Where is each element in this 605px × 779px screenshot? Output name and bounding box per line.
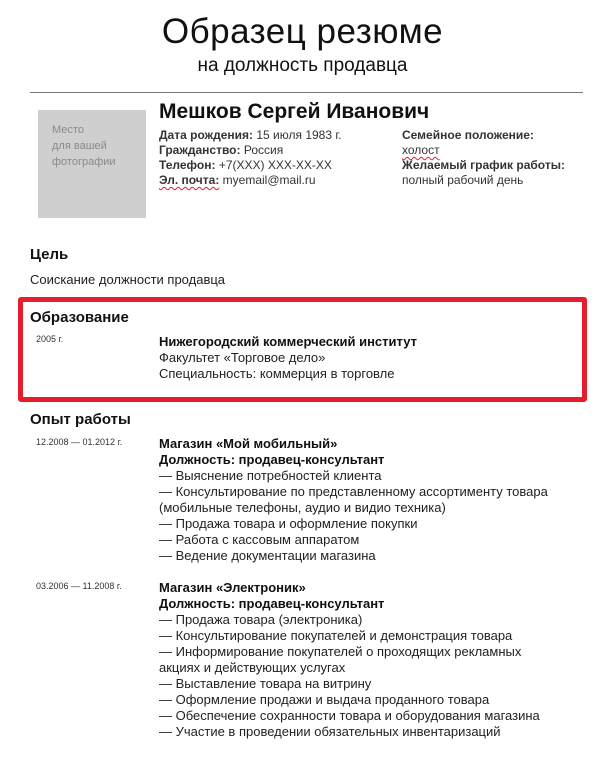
schedule-label: Желаемый график работы:	[402, 158, 565, 172]
schedule-value: полный рабочий день	[402, 173, 524, 187]
email-value: myemail@mail.ru	[222, 173, 316, 187]
job-duty: — Консультирование по представленному ассортименту товара	[159, 484, 548, 499]
job-duty: — Выяснение потребностей клиента	[159, 468, 382, 483]
job-period: 03.2006 — 11.2008 г.	[36, 581, 122, 591]
email-label: Эл. почта:	[159, 173, 220, 187]
family-value: холост	[402, 143, 440, 157]
goal-text: Соискание должности продавца	[30, 272, 226, 287]
experience-heading: Опыт работы	[30, 411, 131, 428]
job-period: 12.2008 — 01.2012 г.	[36, 437, 123, 447]
job-duty: — Работа с кассовым аппаратом	[159, 532, 360, 547]
education-details	[159, 334, 417, 382]
job-duty: — Обеспечение сохранности товара и оборудования магазина	[159, 708, 540, 723]
job-duty: — Оформление продажи и выдача проданного товара	[159, 692, 490, 707]
job-duty: — Консультирование покупателей и демонстрация товара	[159, 628, 513, 643]
job-duty: (мобильные телефоны, аудио и видио техника)	[159, 500, 446, 515]
education-heading: Образование	[30, 309, 129, 326]
job-duty: — Продажа товара и оформление покупки	[159, 516, 418, 531]
job-position: Должность: продавец-консультант	[159, 596, 385, 611]
family-label: Семейное положение:	[402, 128, 534, 142]
job-company: Магазин «Электроник»	[159, 580, 306, 595]
phone-label: Телефон:	[159, 158, 216, 172]
education-year: 2005 г.	[36, 334, 64, 344]
goal-heading: Цель	[30, 246, 69, 263]
birth-label: Дата рождения:	[159, 128, 254, 142]
citizenship-label: Гражданство:	[159, 143, 241, 157]
citizenship-row	[159, 143, 342, 158]
job-duty: — Выставление товара на витрину	[159, 676, 372, 691]
person-name: Мешков Сергей Иванович	[159, 100, 430, 123]
birth-row	[159, 128, 342, 143]
phone-row	[159, 158, 342, 173]
education-specialty: Специальность: коммерция в торговле	[159, 366, 395, 381]
phone-value: +7(XXX) XXX-XX-XX	[218, 158, 332, 172]
resume-subtitle: на должность продавца	[197, 55, 408, 76]
header-divider	[30, 92, 583, 93]
email-row	[159, 173, 342, 188]
birth-value: 15 июля 1983 г.	[256, 128, 342, 142]
photo-placeholder	[38, 110, 146, 218]
job-duty: акциях и действующих услугах	[159, 660, 346, 675]
photo-placeholder-line: Место	[52, 124, 84, 136]
job-entry	[159, 436, 548, 564]
job-duty: — Информирование покупателей о проходящих рекламных	[159, 644, 522, 659]
citizenship-value: Россия	[243, 143, 284, 157]
education-faculty: Факультет «Торговое дело»	[159, 350, 326, 365]
job-entry	[159, 580, 540, 740]
job-duty: — Участие в проведении обязательных инвентаризаций	[159, 724, 501, 739]
education-institution: Нижегородский коммерческий институт	[159, 334, 417, 349]
personal-info-right	[402, 128, 565, 188]
job-duty: — Ведение документации магазина	[159, 548, 376, 563]
photo-placeholder-line: фотографии	[52, 156, 116, 168]
job-duty: — Продажа товара (электроника)	[159, 612, 363, 627]
resume-title: Образец резюме	[161, 12, 444, 51]
job-company: Магазин «Мой мобильный»	[159, 436, 338, 451]
photo-placeholder-line: для вашей	[52, 140, 107, 152]
job-position: Должность: продавец-консультант	[159, 452, 385, 467]
personal-info-left	[159, 128, 342, 188]
